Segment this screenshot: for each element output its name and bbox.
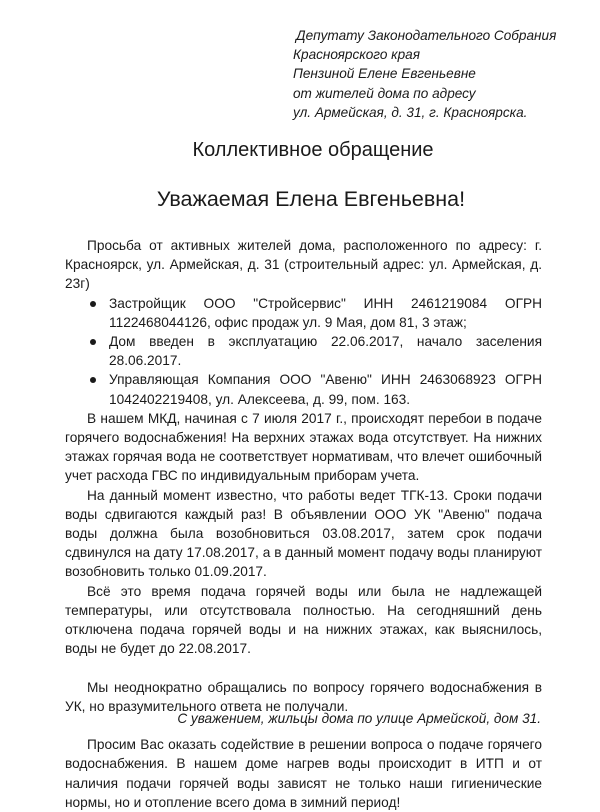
bullet-icon xyxy=(90,339,96,345)
list-item xyxy=(87,294,542,332)
body-paragraph: В нашем МКД, начиная с 7 июля 2017 г., происходят перебои в подаче горячего водоснабжения! На верхних этажах вода отсутствует. На нижних этажах горячая вода не соответствует нормативам, что влечет ошибочный учет расхода ГВС по индивидуальным приборам учета. xyxy=(65,410,542,484)
addressee-line: Красноярского края xyxy=(293,47,420,63)
list-item-text: Застройщик ООО "Стройсервис" ИНН 2461219084 ОГРН 1122468044126, офис продаж ул. 9 Мая, дом 81, 3 этаж; xyxy=(109,295,542,330)
signature: С уважением, жильцы дома по улице Армейской, дом 31. xyxy=(177,711,541,726)
list-item xyxy=(87,332,542,370)
list-item-text: Дом введен в эксплуатацию 22.06.2017, начало заселения 28.06.2017. xyxy=(109,334,542,369)
addressee-line: ул. Армейская, д. 31, г. Красноярска. xyxy=(293,104,528,120)
intro-paragraph: Просьба от активных жителей дома, расположенного по адресу: г. Красноярск, ул. Армейская, д. 31 (строительный адрес: ул. Армейская, д. 23г) xyxy=(65,238,542,292)
list-item-text: Управляющая Компания ООО "Авеню" ИНН 2463068923 ОГРН 1042402219408, ул. Алексеева, д. 99, пом. 163. xyxy=(109,372,542,407)
greeting: Уважаемая Елена Евгеньевна! xyxy=(156,187,466,211)
document-title: Коллективное обращение xyxy=(192,139,434,161)
addressee-block xyxy=(293,26,556,122)
bullet-icon xyxy=(90,301,96,307)
addressee-line: Депутату Законодательного Собрания xyxy=(296,28,557,43)
bullet-icon xyxy=(90,377,96,383)
addressee-line: Пензиной Елене Евгеньевне xyxy=(293,66,476,82)
body-paragraph: Просим Вас оказать содействие в решении вопроса о подаче горячего водоснабжения. В нашем доме нагрев воды происходит в ИТП и от наличия подачи горячей воды зависят не только наши гигиенические нормы, но и отопление всего дома в зимний период! xyxy=(65,737,542,810)
facts-list xyxy=(65,294,542,409)
body-paragraph: На данный момент известно, что работы ведет ТГК-13. Сроки подачи воды сдвигаются каждый раз! В объявлении ООО УК "Авеню" подача воды должна была возобновиться 03.08.2017, затем срок подачи сдвинулся на дату 17.08.2017, а в данный момент подачу воды планируют возобновить только 01.09.2017. xyxy=(65,487,542,580)
addressee-line: от жителей дома по адресу xyxy=(293,85,476,101)
body-paragraph: Всё это время подача горячей воды или была не надлежащей температуры, или отсутствовала полностью. На сегодняшний день отключена подача горячей воды и на нижних этажах, как выяснилось, воды не будет до 22.08.2017. xyxy=(65,583,542,657)
list-item xyxy=(87,370,542,408)
body-paragraph: Мы неоднократно обращались по вопросу горячего водоснабжения в УК, но вразумительного ответа не получали. xyxy=(65,679,542,714)
